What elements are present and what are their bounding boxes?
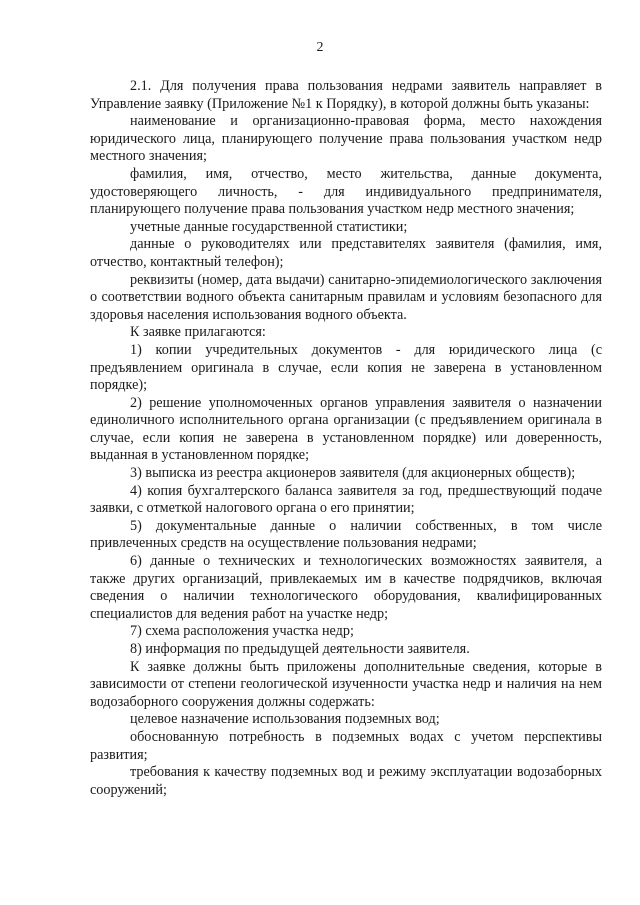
list-item-6: 6) данные о технических и технологических возможностях заявителя, а также других организаций, привлекаемых им в качестве подрядчиков, включая сведения о наличии технологического оборудования, квалифицированных специалистов для ведения работ на участке недр; bbox=[90, 553, 602, 622]
paragraph-individual-details: фамилия, имя, отчество, место жительства, данные документа, удостоверяющего личность, - для индивидуального предпринимателя, планирующего получение права пользования участком недр местного значения; bbox=[90, 165, 602, 218]
paragraph-additional-info: К заявке должны быть приложены дополнительные сведения, которые в зависимости от степени геологической изученности участка недр и наличия на нем водозаборного сооружения должны содержать: bbox=[90, 658, 602, 710]
paragraph-sanitary-conclusion: реквизиты (номер, дата выдачи) санитарно-эпидемиологического заключения о соответствии водного объекта санитарным правилам и условиям безопасного для здоровья населения использования водного объекта. bbox=[90, 271, 602, 323]
list-item-4: 4) копия бухгалтерского баланса заявителя за год, предшествующий подаче заявки, с отметкой налогового органа о его принятии; bbox=[90, 482, 602, 517]
paragraph-demand: обоснованную потребность в подземных водах с учетом перспективы развития; bbox=[90, 728, 602, 763]
list-item-8: 8) информация по предыдущей деятельности заявителя. bbox=[130, 641, 470, 657]
paragraph-purpose: целевое назначение использования подземных вод; bbox=[130, 711, 440, 728]
paragraph-legal-entity-name: наименование и организационно-правовая форма, место нахождения юридического лица, планирующего получение права пользования участком недр местного значения; bbox=[90, 113, 602, 165]
list-item-7: 7) схема расположения участка недр; bbox=[130, 623, 354, 640]
page-number: 2 bbox=[316, 40, 324, 55]
list-item-1: 1) копии учредительных документов - для юридического лица (с предъявлением оригинала в случае, если копия не заверена в установленном порядке); bbox=[90, 341, 602, 394]
paragraph-attachments-heading: К заявке прилагаются: bbox=[130, 324, 266, 341]
paragraph-representatives: данные о руководителях или представителях заявителя (фамилия, имя, отчество, контактный телефон); bbox=[90, 236, 602, 270]
paragraph-quality-requirements: требования к качеству подземных вод и режиму эксплуатации водозаборных сооружений; bbox=[90, 764, 602, 798]
list-item-2: 2) решение уполномоченных органов управления заявителя о назначении единоличного исполнительного органа организации (с предъявлением оригинала в случае, если копия не заверена в установленном порядке) или доверенность, выданная в установленном порядке; bbox=[90, 394, 602, 464]
paragraph-statistics-data: учетные данные государственной статистики; bbox=[130, 218, 408, 235]
list-item-3: 3) выписка из реестра акционеров заявителя (для акционерных обществ); bbox=[130, 465, 576, 482]
paragraph-2-1-intro: 2.1. Для получения права пользования недрами заявитель направляет в Управление заявку (Приложение №1 к Порядку), в которой должны быть указаны: bbox=[90, 78, 602, 112]
document-body bbox=[90, 78, 602, 799]
list-item-5: 5) документальные данные о наличии собственных, в том числе привлеченных средств на осуществление пользования недрами; bbox=[90, 517, 602, 552]
